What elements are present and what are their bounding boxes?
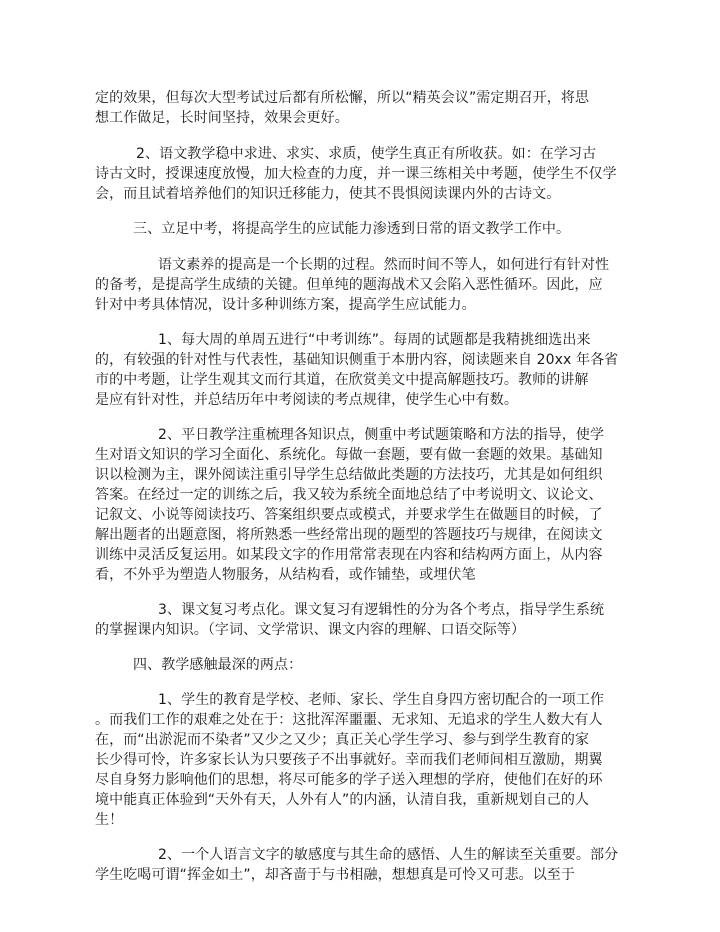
text-line: 2、一个人语言文字的敏感度与其生命的感悟、人生的解读至关重要。部分: [158, 847, 619, 863]
text-line: 2、平日教学注重梳理各知识点，侧重中考试题策略和方法的指导，使学: [158, 427, 605, 443]
text-line: 会，而且试着培养他们的知识迁移能力，使其不畏惧阅读课内外的古诗文。: [95, 186, 561, 202]
text-line: 市的中考题，让学生观其文而行其道，在欣赏美文中提高解题技巧。教师的讲解: [95, 372, 589, 388]
text-line: 。而我们工作的艰难之处在于：这批浑浑噩噩、无求知、无追求的学生人数大有人: [95, 712, 603, 728]
text-line: 识以检测为主，课外阅读注重引导学生总结做此类题的方法技巧，尤其是如何组织: [95, 467, 603, 483]
text-line: 针对中考具体情况，设计多种训练方案，提高学生应试能力。: [95, 297, 476, 313]
text-line: 在，而“出淤泥而不染者”又少之又少；真正关心学生学习、参与到学生教育的家: [95, 732, 590, 748]
text-line: 看，不外乎为塑造人物服务，从结构看，或作铺垫，或埋伏笔: [95, 567, 476, 583]
text-line: 的掌握课内知识。（字词、文学常识、课文内容的理解、口语交际等）: [95, 622, 526, 638]
text-line: 生！: [95, 812, 124, 828]
text-line: 的备考，是提高学生成绩的关键。但单纯的题海战术又会陷入恶性循环。因此，应: [95, 277, 603, 293]
section-heading-4: 四、教学感触最深的两点：: [133, 657, 303, 673]
text-line: 1、每大周的单周五进行“中考训练”。每周的试题都是我精挑细选出来: [158, 332, 591, 348]
text-line: 长少得可怜，许多家长认为只要孩子不出事就好。幸而我们老师间相互激励，期翼: [95, 752, 603, 768]
text-line: 1、学生的教育是学校、老师、家长、学生自身四方密切配合的一项工作: [158, 692, 605, 708]
text-line: 2、语文教学稳中求进、求实、求质，使学生真正有所收获。如：在学习古: [136, 146, 597, 162]
text-line: 答案。在经过一定的训练之后，我又较为系统全面地总结了中考说明文、议论文、: [95, 487, 603, 503]
text-line: 记叙文、小说等阅读技巧、答案组织要点或模式，并要求学生在做题目的时候，了: [95, 507, 603, 523]
section-heading-3: 三、立足中考，将提高学生的应试能力渗透到日常的语文教学工作中。: [133, 221, 571, 237]
text-line: 3、课文复习考点化。课文复习有逻辑性的分为各个考点，指导学生系统: [158, 602, 605, 618]
text-line: 想工作做足，长时间坚持，效果会更好。: [95, 110, 349, 126]
text-line: 境中能真正体验到“天外有天，人外有人”的内涵，认清自我，重新规划自己的人: [95, 792, 590, 808]
text-line: 训练中灵活反复运用。如某段文字的作用常常表现在内容和结构两方面上，从内容: [95, 547, 603, 563]
text-line: 生对语文知识的学习全面化、系统化。每做一套题，要有做一套题的效果。基础知: [95, 447, 603, 463]
text-line: 语文素养的提高是一个长期的过程。然而时间不等人，如何进行有针对性: [158, 257, 610, 273]
text-line: 的，有较强的针对性与代表性，基础知识侧重于本册内容，阅读题来自 20xx 年各省: [95, 352, 619, 368]
text-line: 学生吃喝可谓“挥金如土”，却吝啬于与书相融，想想真是可怜又可悲。以至于: [95, 867, 576, 883]
text-line: 解出题者的出题意图，将所熟悉一些经常出现的题型的答题技巧与规律，在阅读文: [95, 527, 603, 543]
text-line: 尽自身努力影响他们的思想，将尽可能多的学子送入理想的学府，使他们在好的环: [95, 772, 603, 788]
text-line: 是应有针对性，并总结历年中考阅读的考点规律，使学生心中有数。: [95, 392, 518, 408]
text-line: 定的效果，但每次大型考试过后都有所松懈，所以“精英会议”需定期召开，将思: [95, 90, 590, 106]
text-line: 诗古文时，授课速度放慢，加大检查的力度，并一课三练相关中考题，使学生不仅学: [95, 166, 617, 182]
